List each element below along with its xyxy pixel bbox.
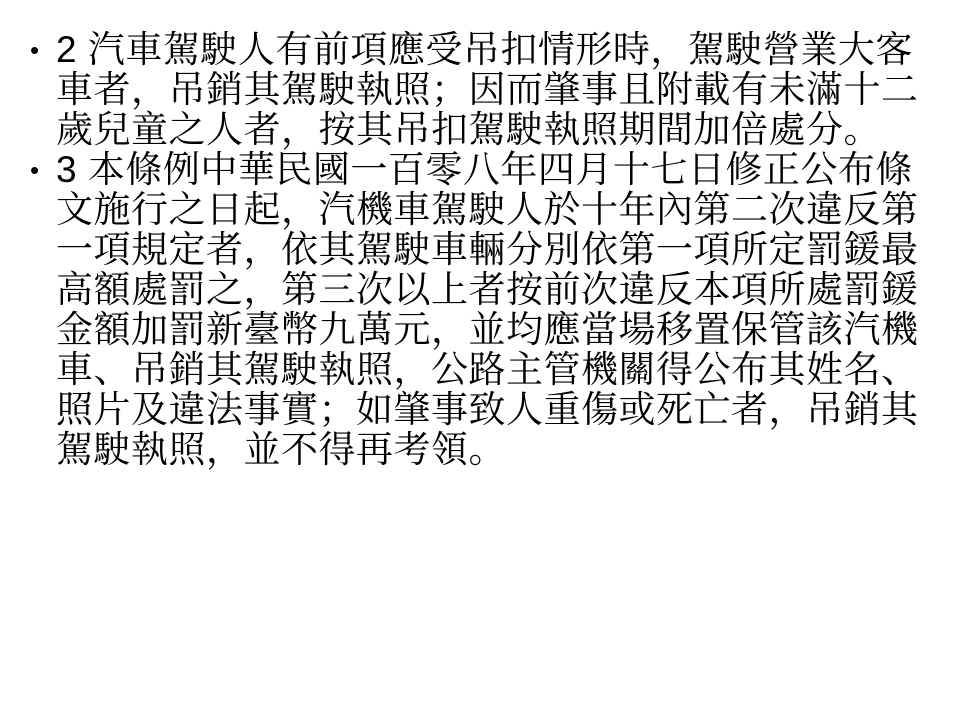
list-item (30, 30, 934, 150)
bullet-icon: • (30, 35, 40, 65)
bullet-text-paragraph-2: 2 汽車駕駛人有前項應受吊扣情形時，駕駛營業大客車者，吊銷其駕駛執照；因而肇事且附載有未滿十二歲兒童之人者，按其吊扣駕駛執照期間加倍處分。 (56, 29, 919, 150)
list-item (30, 150, 934, 470)
bullet-text-paragraph-3: 3 本條例中華民國一百零八年四月十七日修正公布條文施行之日起，汽機車駕駛人於十年內第二次違反第一項規定者，依其駕駛車輛分別依第一項所定罰鍰最高額處罰之，第三次以上者按前次違反本項所處罰鍰金額加罰新臺幣九萬元，並均應當場移置保管該汽機車、吊銷其駕駛執照，公路主管機關得公布其姓名、照片及違法事實；如肇事致人重傷或死亡者，吊銷其駕駛執照，並不得再考領。 (56, 149, 919, 470)
bullet-icon: • (30, 155, 40, 185)
